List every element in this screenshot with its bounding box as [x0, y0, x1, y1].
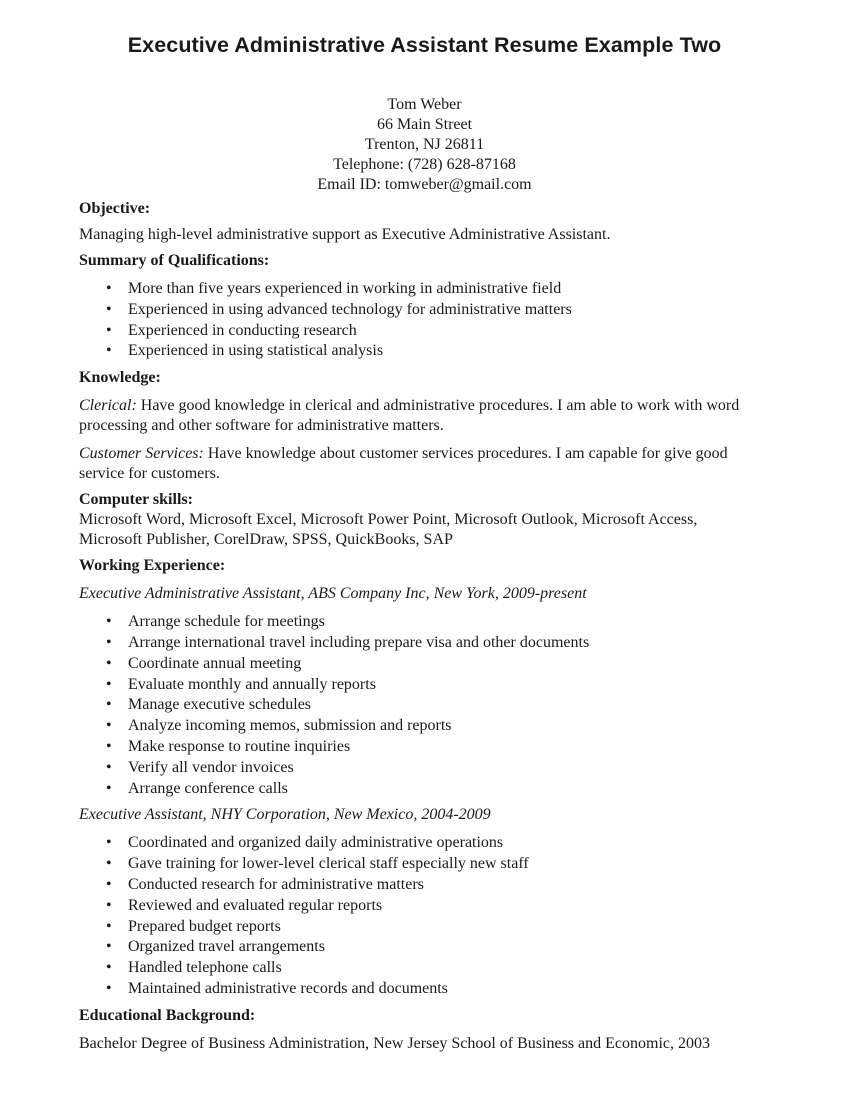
- list-item: • Verify all vendor invoices: [79, 758, 779, 779]
- computer-skills-text: Microsoft Word, Microsoft Excel, Microsoft Power Point, Microsoft Outlook, Microsoft Access, Microsoft Publisher, CorelDraw, SPSS, QuickBooks, SAP: [79, 511, 698, 549]
- list-item: • Analyze incoming memos, submission and reports: [79, 716, 779, 737]
- bullet-icon: •: [106, 696, 112, 714]
- bullet-icon: •: [106, 675, 112, 693]
- bullet-icon: •: [106, 938, 112, 956]
- contact-name: Tom Weber: [387, 96, 462, 113]
- list-item: • Arrange international travel including prepare visa and other documents: [79, 633, 779, 654]
- objective-heading: Objective:: [79, 200, 151, 217]
- list-item: • Gave training for lower-level clerical staff especially new staff: [79, 854, 779, 875]
- list-item: • Maintained administrative records and documents: [79, 979, 779, 1000]
- qualifications-list: [79, 279, 779, 362]
- resume-body: [79, 199, 779, 1054]
- bullet-icon: •: [106, 342, 112, 360]
- education-text: Bachelor Degree of Business Administration, New Jersey School of Business and Economic, 2003: [79, 1034, 710, 1052]
- bullet-icon: •: [106, 613, 112, 631]
- bullet-icon: •: [106, 758, 112, 776]
- bullet-icon: •: [106, 959, 112, 977]
- bullet-icon: •: [106, 717, 112, 735]
- bullet-icon: •: [106, 633, 112, 651]
- bullet-icon: •: [106, 737, 112, 755]
- list-item: • Conducted research for administrative matters: [79, 875, 779, 896]
- list-item: • Handled telephone calls: [79, 958, 779, 979]
- contact-block: [0, 95, 849, 195]
- list-item: • Reviewed and evaluated regular reports: [79, 896, 779, 917]
- list-item: • Experienced in conducting research: [79, 321, 779, 342]
- bullet-icon: •: [106, 979, 112, 997]
- list-item: • Coordinate annual meeting: [79, 654, 779, 675]
- contact-email: Email ID: tomweber@gmail.com: [317, 176, 532, 193]
- list-item: • Organized travel arrangements: [79, 937, 779, 958]
- list-item: • Evaluate monthly and annually reports: [79, 675, 779, 696]
- knowledge-heading: Knowledge:: [79, 369, 161, 387]
- computer-skills-heading: Computer skills:: [79, 491, 193, 509]
- list-item: • Arrange conference calls: [79, 779, 779, 800]
- contact-street: 66 Main Street: [376, 116, 473, 133]
- objective-text: Managing high-level administrative support as Executive Administrative Assistant.: [79, 226, 611, 243]
- list-item: • Arrange schedule for meetings: [79, 612, 779, 633]
- experience-heading: Working Experience:: [79, 557, 226, 575]
- bullet-icon: •: [106, 834, 112, 852]
- bullet-icon: •: [106, 875, 112, 893]
- bullet-icon: •: [106, 917, 112, 935]
- knowledge-customer-services: Customer Services: Have knowledge about customer services procedures. I am capable for give good service for customers.: [79, 445, 728, 483]
- job-title: Executive Administrative Assistant, ABS Company Inc, New York, 2009-present: [79, 585, 587, 603]
- list-item: • More than five years experienced in working in administrative field: [79, 279, 779, 300]
- bullet-icon: •: [106, 779, 112, 797]
- job-duties-list: [79, 612, 779, 799]
- page-title: Executive Administrative Assistant Resume Example Two: [127, 33, 722, 57]
- list-item: • Experienced in using advanced technology for administrative matters: [79, 300, 779, 321]
- list-item: • Experienced in using statistical analysis: [79, 341, 779, 362]
- list-item: • Make response to routine inquiries: [79, 737, 779, 758]
- knowledge-clerical: Clerical: Have good knowledge in clerical and administrative procedures. I am able to work with word processing and other software for administrative matters.: [79, 397, 740, 435]
- job-title: Executive Assistant, NHY Corporation, New Mexico, 2004-2009: [79, 806, 491, 824]
- bullet-icon: •: [106, 896, 112, 914]
- job-duties-list: [79, 833, 779, 999]
- bullet-icon: •: [106, 321, 112, 339]
- list-item: • Coordinated and organized daily administrative operations: [79, 833, 779, 854]
- contact-city: Trenton, NJ 26811: [364, 136, 485, 153]
- education-heading: Educational Background:: [79, 1006, 256, 1024]
- list-item: • Manage executive schedules: [79, 695, 779, 716]
- list-item: • Prepared budget reports: [79, 917, 779, 938]
- bullet-icon: •: [106, 654, 112, 672]
- bullet-icon: •: [106, 300, 112, 318]
- bullet-icon: •: [106, 280, 112, 297]
- qualifications-heading: Summary of Qualifications:: [79, 252, 270, 269]
- bullet-icon: •: [106, 855, 112, 873]
- contact-phone: Telephone: (728) 628-87168: [333, 156, 516, 173]
